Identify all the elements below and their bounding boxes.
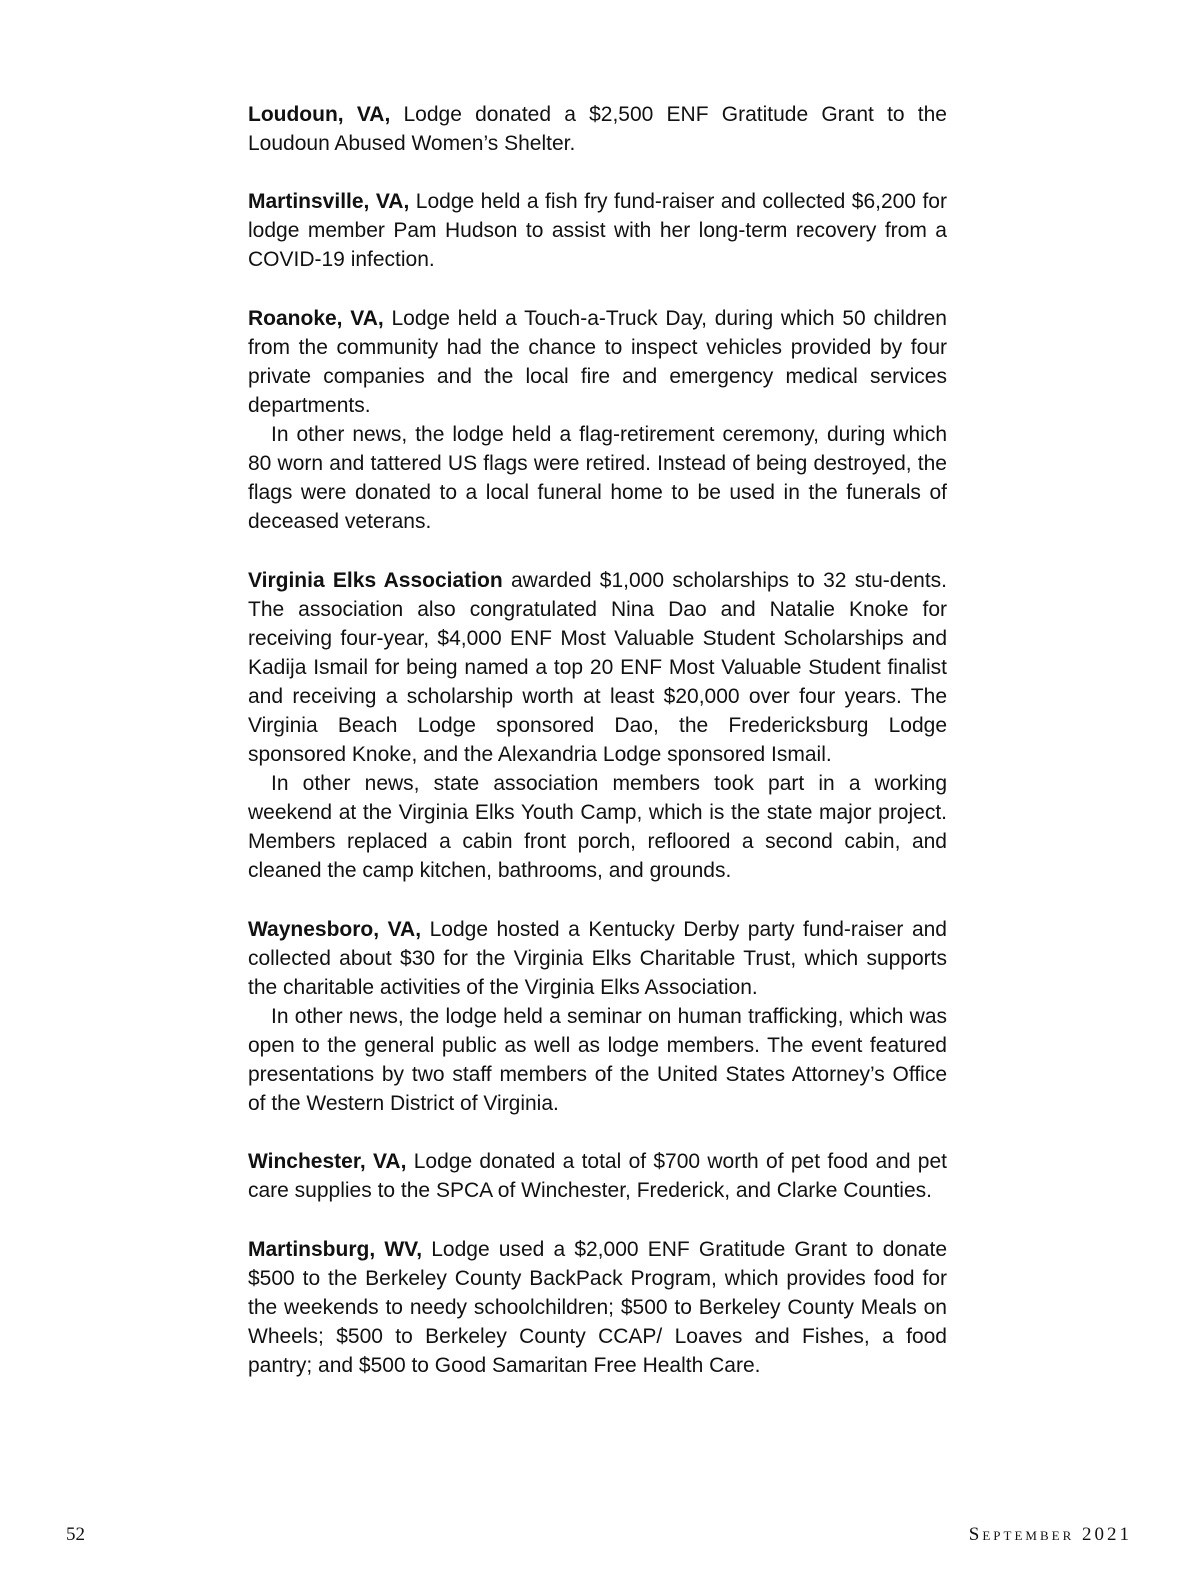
issue-date: September 2021: [968, 1524, 1132, 1545]
entry-text: Lodge held a Touch-a-Truck Day, during which 50 children from the community had the chance to inspect vehicles provided by four private companies and the local fire and emergency medical services departments.: [248, 306, 947, 417]
entry-text: awarded $1,000 scholarships to 32 stu-dents. The association also congratulated Nina Dao and Natalie Knoke for receiving four-year, $4,000 ENF Most Valuable Student Scholarships and Kadija Ismail for being named a top 20 ENF Most Valuable Student finalist and receiving a scholarship worth at least $20,000 over four years. The Virginia Beach Lodge sponsored Dao, the Fredericksburg Lodge sponsored Knoke, and the Alexandria Lodge sponsored Ismail.: [248, 568, 947, 767]
entry-continuation-paragraph: In other news, the lodge held a seminar on human trafficking, which was open to the general public as well as lodge members. The event featured presentations by two staff members of the United States Attorney’s Office of the Western District of Virginia.: [248, 1004, 947, 1116]
entry-paragraph: [248, 1147, 947, 1205]
entry-text: Lodge donated a $2,500 ENF Gratitude Grant to the Loudoun Abused Women’s Shelter.: [248, 103, 947, 156]
entry-paragraph: [248, 304, 947, 420]
lodge-entry-virginia-elks-association: [248, 566, 947, 886]
article-column: [248, 100, 947, 1409]
entry-paragraph: [248, 1235, 947, 1380]
lodge-entry-loudoun: [248, 100, 947, 158]
lodge-entry-martinsburg: [248, 1235, 947, 1380]
entry-lead: Waynesboro, VA,: [248, 917, 422, 941]
entry-lead: Martinsburg, WV,: [248, 1237, 423, 1261]
entry-text: Lodge hosted a Kentucky Derby party fund-raiser and collected about $30 for the Virginia Elks Charitable Trust, which supports the charitable activities of the Virginia Elks Association.: [248, 917, 947, 999]
lodge-entry-martinsville: [248, 187, 947, 274]
lodge-entry-roanoke: [248, 304, 947, 537]
entry-lead: Roanoke, VA,: [248, 306, 384, 330]
entry-paragraph: [248, 100, 947, 158]
entry-lead: Martinsville, VA,: [248, 190, 410, 214]
entry-text: Lodge held a fish fry fund-raiser and collected $6,200 for lodge member Pam Hudson to assist with her long-term recovery from a COVID-19 infection.: [248, 190, 947, 272]
entry-text: Lodge donated a total of $700 worth of pet food and pet care supplies to the SPCA of Winchester, Frederick, and Clarke Counties.: [248, 1150, 948, 1203]
lodge-entry-winchester: [248, 1147, 947, 1205]
entry-lead: Virginia Elks Association: [248, 568, 503, 592]
entry-paragraph: [248, 566, 947, 770]
entry-paragraph: [248, 915, 947, 1002]
entry-continuation-paragraph: In other news, state association members took part in a working weekend at the Virginia Elks Youth Camp, which is the state major project. Members replaced a cabin front porch, refloored a second cabin, and cleaned the camp kitchen, bathrooms, and grounds.: [248, 772, 947, 883]
page-number: 52: [66, 1524, 85, 1545]
entry-lead: Winchester, VA,: [248, 1150, 407, 1174]
entry-lead: Loudoun, VA,: [248, 103, 391, 126]
entry-text: Lodge used a $2,000 ENF Gratitude Grant to donate $500 to the Berkeley County BackPack Program, which provides food for the weekends to needy schoolchildren; $500 to Berkeley County Meals on Wheels; $500 to Berkeley County CCAP/ Loaves and Fishes, a food pantry; and $500 to Good Samaritan Free Health Care.: [248, 1237, 948, 1378]
lodge-entry-waynesboro: [248, 915, 947, 1119]
entry-paragraph: [248, 187, 947, 274]
entry-continuation-paragraph: In other news, the lodge held a flag-retirement ceremony, during which 80 worn and tattered US flags were retired. Instead of being destroyed, the flags were donated to a local funeral home to be used in the funerals of deceased veterans.: [248, 423, 947, 534]
